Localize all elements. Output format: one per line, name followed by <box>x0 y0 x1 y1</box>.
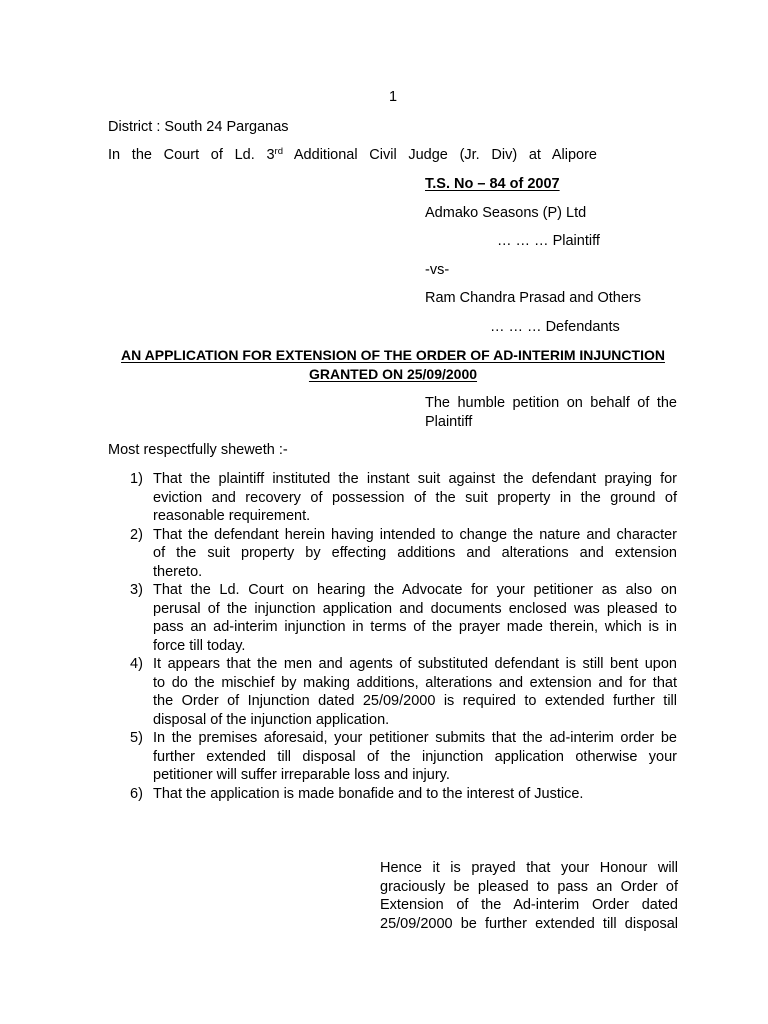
point-number: 4) <box>130 656 143 672</box>
point-number: 5) <box>130 730 143 746</box>
point-number: 6) <box>130 785 143 802</box>
point-3 <box>108 581 678 655</box>
point-line: That the application is made bonafide and to the interest of Justice. <box>153 785 584 802</box>
points-list <box>108 470 678 803</box>
point-4 <box>108 655 678 729</box>
point-line: the Order of Injunction dated 25/09/2000 is required to extended further till <box>153 693 677 709</box>
ordinal-suffix: rd <box>274 146 283 157</box>
court-line <box>108 146 597 167</box>
point-line: to do the mischief by making additions, alterations and extension and for that <box>153 674 677 691</box>
point-number: 3) <box>130 582 143 598</box>
point-6 <box>108 785 678 804</box>
plaintiff-name: Admako Seasons (P) Ltd <box>425 205 587 221</box>
defendant-role: … … … Defendants <box>490 319 620 335</box>
point-text <box>153 526 677 582</box>
point-1 <box>108 470 678 526</box>
point-line: It appears that the men and agents of substituted defendant is still bent upon <box>153 656 677 672</box>
point-line: force till today. <box>153 637 246 654</box>
point-line: reasonable requirement. <box>153 508 311 524</box>
point-2 <box>108 526 678 582</box>
court-text-end: Additional Civil Judge (Jr. Div) at Alipore <box>293 147 597 163</box>
point-line: petitioner will suffer irreparable loss and injury. <box>153 767 450 783</box>
prayer-line: 25/09/2000 be further extended till disposal <box>380 915 678 932</box>
point-line: further extended till disposal of the injunction application otherwise your <box>153 748 677 765</box>
point-number: 1) <box>130 471 143 487</box>
point-line: That the Ld. Court on hearing the Advocate for your petitioner as also on <box>153 582 677 598</box>
petition-intro <box>425 394 677 431</box>
versus-label: -vs- <box>425 262 450 278</box>
page-number: 1 <box>388 89 398 105</box>
point-5 <box>108 729 678 785</box>
prayer-paragraph <box>380 859 678 933</box>
case-number: T.S. No – 84 of 2007 <box>425 176 560 192</box>
point-text <box>153 470 677 526</box>
point-line: thereto. <box>153 563 203 580</box>
defendant-name: Ram Chandra Prasad and Others <box>425 290 641 306</box>
intro-line: Plaintiff <box>425 413 473 430</box>
point-line: pass an ad-interim injunction in terms of the prayer made therein, which is in <box>153 619 677 635</box>
prayer-line: graciously be pleased to pass an Order of <box>380 878 678 895</box>
point-line: disposal of the injunction application. <box>153 711 390 728</box>
title-line: AN APPLICATION FOR EXTENSION OF THE ORDER OF AD-INTERIM INJUNCTION <box>121 347 665 363</box>
point-line: eviction and recovery of possession of the suit property in the ground of <box>153 489 677 506</box>
prayer-line: Hence it is prayed that your Honour will <box>380 860 678 876</box>
point-line: of the suit property by effecting additions and alterations and extension <box>153 545 677 561</box>
point-number: 2) <box>130 526 143 543</box>
title-line: GRANTED ON 25/09/2000 <box>308 366 478 382</box>
plaintiff-role: … … … Plaintiff <box>497 233 600 249</box>
point-text <box>153 655 677 729</box>
point-text <box>153 581 677 655</box>
point-text <box>153 785 677 804</box>
point-line: perusal of the injunction application and documents enclosed was pleased to <box>153 600 677 617</box>
point-line: That the defendant herein having intended to change the nature and character <box>153 526 677 543</box>
point-line: That the plaintiff instituted the instant suit against the defendant praying for <box>153 471 677 487</box>
prayer-line: Extension of the Ad-interim Order dated <box>380 897 678 914</box>
intro-line: The humble petition on behalf of the <box>425 395 677 411</box>
district-line: District : South 24 Parganas <box>108 119 289 135</box>
point-text <box>153 729 677 785</box>
salutation: Most respectfully sheweth :- <box>108 442 288 458</box>
point-line: In the premises aforesaid, your petitioner submits that the ad-interim order be <box>153 730 677 746</box>
application-title <box>108 346 678 384</box>
court-text-start: In the Court of Ld. 3 <box>108 147 275 163</box>
